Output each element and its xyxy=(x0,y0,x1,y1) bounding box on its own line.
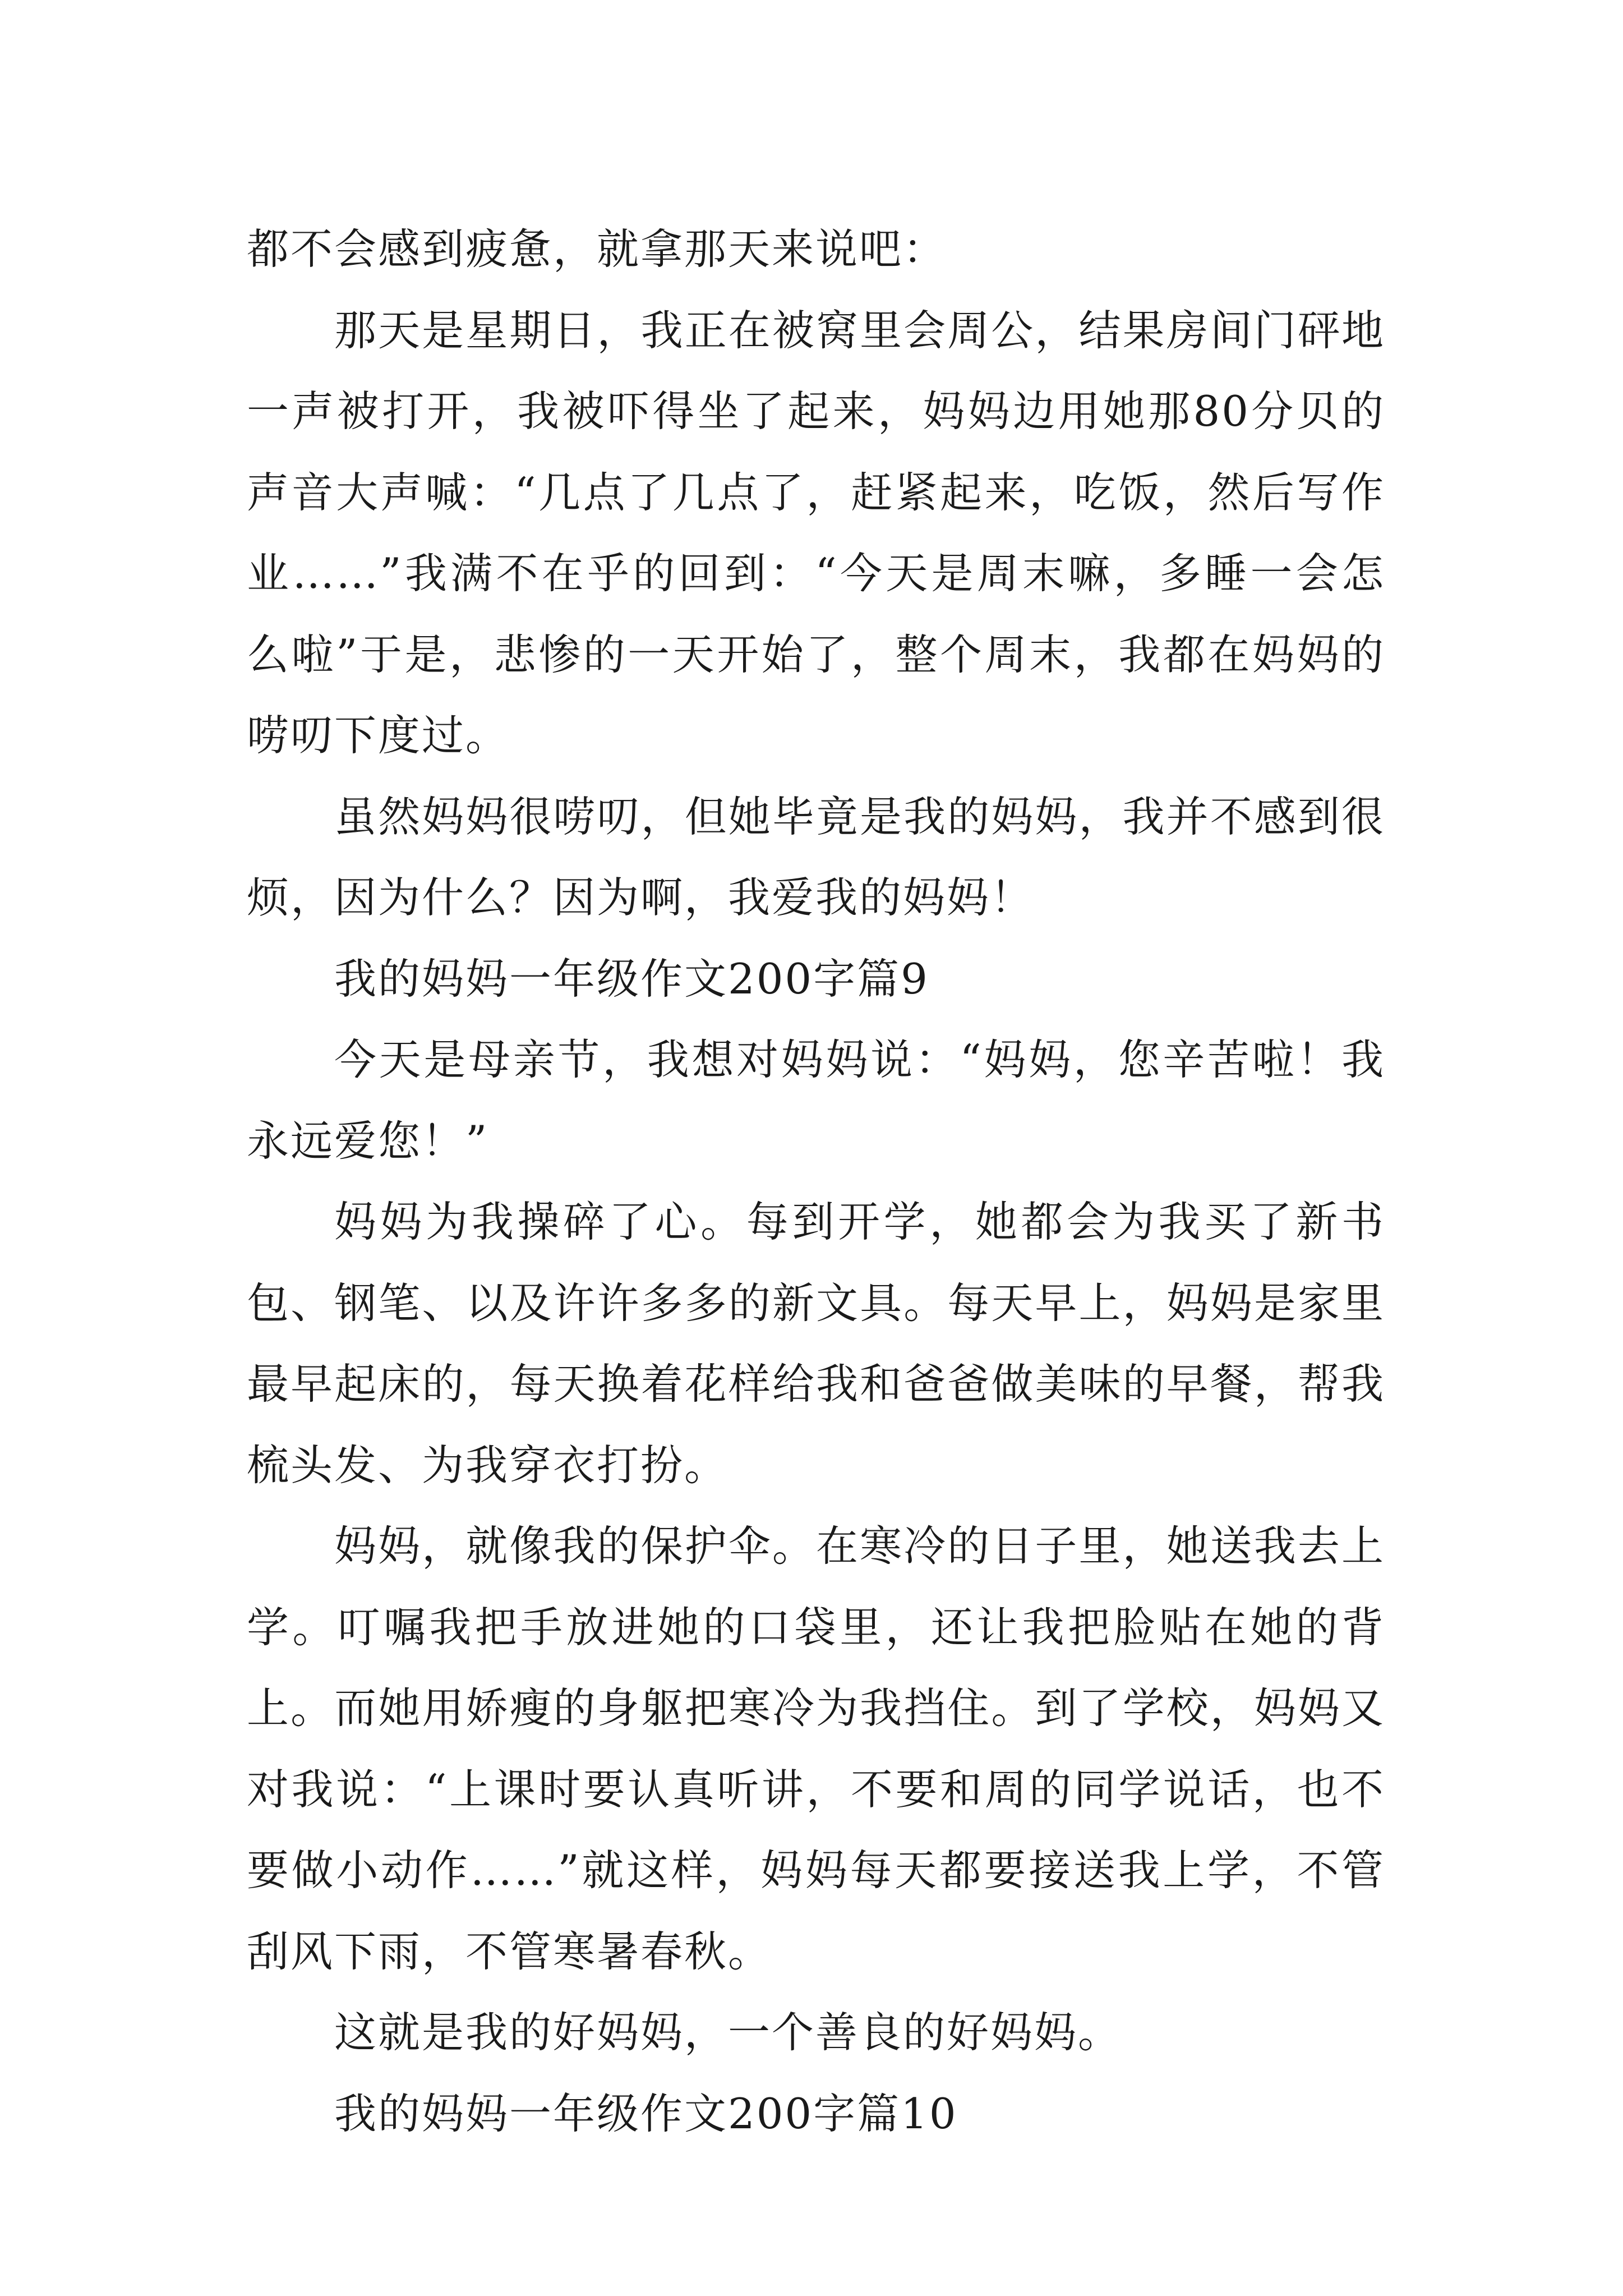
paragraph-mothers-day: 今天是母亲节，我想对妈妈说：“妈妈，您辛苦啦！我永远爱您！” xyxy=(247,1035,1385,1166)
paragraph-sunday-story: 那天是星期日，我正在被窝里会周公，结果房间门砰地一声被打开，我被吓得坐了起来，妈妈边用她那80分贝的声音大声喊：“几点了几点了，赶紧起来，吃饭，然后写作业……”我满不在乎的回到：“今天是周末嘛，多睡一会怎么啦”于是，悲惨的一天开始了，整个周末，我都在妈妈的唠叨下度过。 xyxy=(247,305,1385,760)
section-heading-10: 我的妈妈一年级作文200字篇10 xyxy=(334,2088,958,2138)
document-body xyxy=(247,209,1385,2154)
paragraph-love-mom: 虽然妈妈很唠叨，但她毕竟是我的妈妈，我并不感到很烦，因为什么？因为啊，我爱我的妈妈！ xyxy=(247,792,1385,922)
paragraph-mom-cares: 妈妈为我操碎了心。每到开学，她都会为我买了新书包、钢笔、以及许许多多的新文具。每天早上，妈妈是家里最早起床的，每天换着花样给我和爸爸做美味的早餐，帮我梳头发、为我穿衣打扮。 xyxy=(247,1197,1385,1490)
paragraph-intro-continuation: 都不会感到疲惫，就拿那天来说吧： xyxy=(247,224,947,274)
paragraph-umbrella: 妈妈，就像我的保护伞。在寒冷的日子里，她送我去上学。叮嘱我把手放进她的口袋里，还让我把脸贴在她的背上。而她用娇瘦的身躯把寒冷为我挡住。到了学校，妈妈又对我说：“上课时要认真听讲，不要和周的同学说话，也不要做小动作……”就这样，妈妈每天都要接送我上学，不管刮风下雨，不管寒暑春秋。 xyxy=(247,1521,1385,1976)
section-heading-9: 我的妈妈一年级作文200字篇9 xyxy=(334,954,929,1004)
paragraph-good-mom: 这就是我的好妈妈，一个善良的好妈妈。 xyxy=(334,2008,1122,2057)
